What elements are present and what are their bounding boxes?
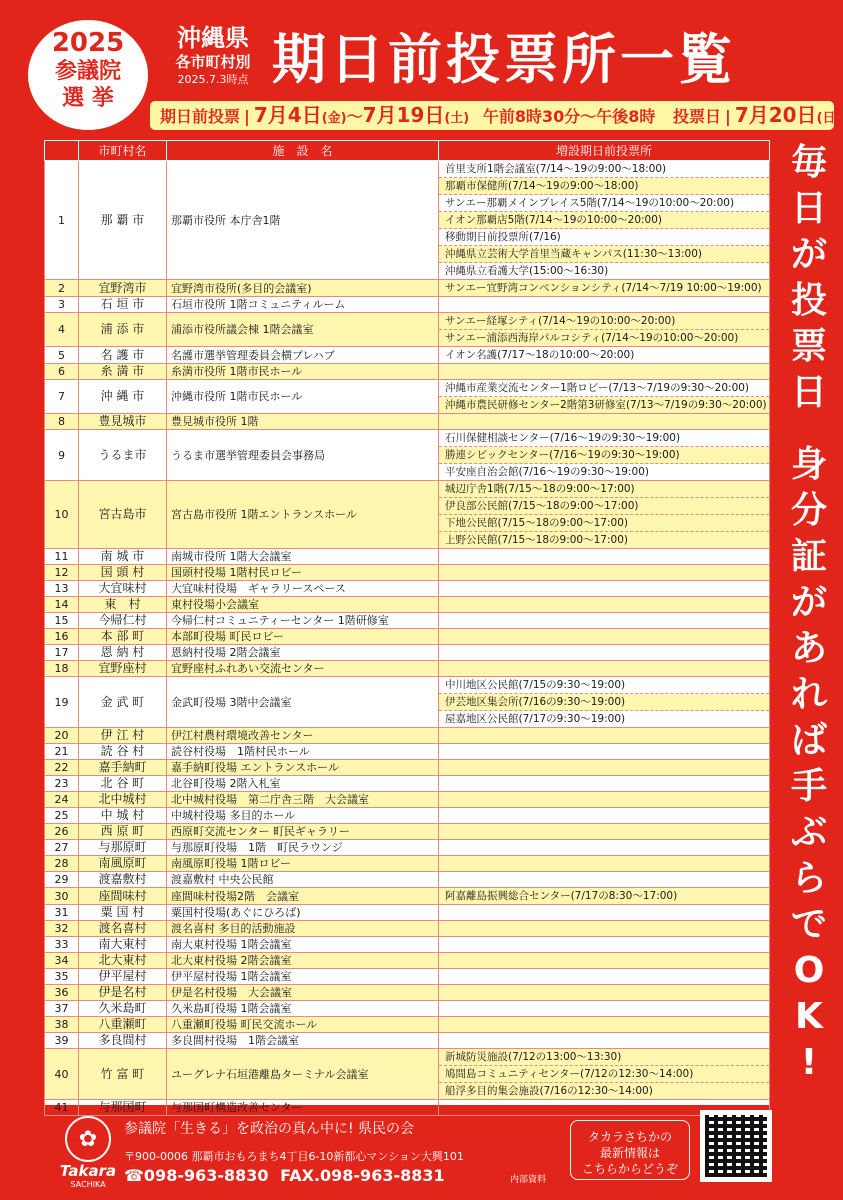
row-number: 20: [45, 728, 79, 744]
row-facility: 伊江村農村環境改善センター: [167, 728, 439, 744]
row-facility: 北大東村役場 2階会議室: [167, 953, 439, 969]
table-row: [45, 364, 770, 380]
range-end: 7月19日: [362, 103, 445, 127]
row-extra-sites: [439, 280, 770, 297]
row-city: 国 頭 村: [79, 565, 167, 581]
row-extra-sites: [439, 921, 770, 937]
row-number: 2: [45, 280, 79, 297]
row-facility: 与那国町構造改善センター: [167, 1100, 439, 1116]
table-row: [45, 645, 770, 661]
extra-site: 那覇市保健所(7/14〜19の9:00〜18:00): [439, 178, 769, 195]
row-city: 今帰仁村: [79, 613, 167, 629]
row-number: 31: [45, 905, 79, 921]
prefecture-block: [158, 24, 268, 88]
slogan-char: 日: [790, 188, 827, 229]
table-row: [45, 661, 770, 677]
row-facility: 大宜味村役場 ギャラリースペース: [167, 581, 439, 597]
row-extra-sites: [439, 161, 770, 280]
badge-line2: 選 挙: [62, 86, 114, 111]
row-city: 粟 国 村: [79, 905, 167, 921]
row-extra-sites: [439, 953, 770, 969]
row-extra-sites: [439, 840, 770, 856]
table-row: [45, 985, 770, 1001]
qr-code[interactable]: [700, 1110, 772, 1182]
slogan-char: K: [795, 996, 823, 1037]
extra-site: 伊芸地区集会所(7/16の9:30〜19:00): [439, 694, 769, 711]
row-number: 13: [45, 581, 79, 597]
row-city: 名 護 市: [79, 347, 167, 364]
row-number: 1: [45, 161, 79, 280]
row-number: 17: [45, 645, 79, 661]
table-row: [45, 744, 770, 760]
row-city: 宜野湾市: [79, 280, 167, 297]
table-row: [45, 824, 770, 840]
row-facility: 石垣市役所 1階コミュニティルーム: [167, 297, 439, 313]
table-row: [45, 888, 770, 905]
contact-numbers: [124, 1166, 445, 1185]
row-facility: うるま市選挙管理委員会事務局: [167, 430, 439, 481]
extra-site: 勝連シビックセンター(7/16〜19の9:30〜19:00): [439, 447, 769, 464]
row-city: 沖 縄 市: [79, 380, 167, 414]
row-number: 18: [45, 661, 79, 677]
polling-table-wrap: [44, 140, 770, 1114]
row-number: 39: [45, 1033, 79, 1049]
row-extra-sites: [439, 481, 770, 549]
row-extra-sites: [439, 728, 770, 744]
extra-site: 阿嘉離島振興総合センター(7/17の8:30〜17:00): [445, 890, 678, 902]
row-number: 7: [45, 380, 79, 414]
table-row: [45, 565, 770, 581]
slogan-char: !: [800, 1042, 818, 1083]
range-start: 7月4日: [253, 103, 322, 127]
as-of-date: 2025.7.3時点: [177, 73, 249, 86]
table-row: [45, 969, 770, 985]
row-city: 石 垣 市: [79, 297, 167, 313]
row-city: 竹 富 町: [79, 1049, 167, 1100]
row-facility: 宮古島市役所 1階エントランスホール: [167, 481, 439, 549]
row-number: 34: [45, 953, 79, 969]
row-number: 28: [45, 856, 79, 872]
row-extra-sites: [439, 1033, 770, 1049]
row-number: 19: [45, 677, 79, 728]
row-number: 16: [45, 629, 79, 645]
extra-site: 沖縄市産業交流センター1階ロビー(7/13〜7/19の9:30〜20:00): [439, 380, 769, 397]
row-city: 南大東村: [79, 937, 167, 953]
row-extra-sites: [439, 364, 770, 380]
logo: [58, 1116, 118, 1196]
slogan-char: あ: [790, 628, 827, 669]
election-badge: [28, 20, 148, 130]
row-extra-sites: [439, 760, 770, 776]
row-number: 23: [45, 776, 79, 792]
row-extra-sites: [439, 629, 770, 645]
extra-site: 石川保健相談センター(7/16〜19の9:30〜19:00): [439, 430, 769, 447]
polling-table: [44, 140, 770, 1116]
table-row: [45, 840, 770, 856]
row-number: 8: [45, 414, 79, 430]
info-line3: こちらからどうぞ: [581, 1162, 678, 1176]
table-row: [45, 380, 770, 414]
row-city: 伊平屋村: [79, 969, 167, 985]
badge-year: 2025: [51, 28, 125, 58]
row-facility: 北谷町役場 2階入札室: [167, 776, 439, 792]
slogan-char: が: [790, 234, 827, 275]
table-row: [45, 1001, 770, 1017]
table-row: [45, 347, 770, 364]
row-city: 西 原 町: [79, 824, 167, 840]
row-extra-sites: [439, 549, 770, 565]
table-row: [45, 872, 770, 888]
row-city: 多良間村: [79, 1033, 167, 1049]
extra-site: イオン那覇店5階(7/14〜19の10:00〜20:00): [439, 212, 769, 229]
row-facility: 久米島町役場 1階会議室: [167, 1001, 439, 1017]
table-row: [45, 937, 770, 953]
row-number: 29: [45, 872, 79, 888]
row-facility: 伊是名村役場 大会議室: [167, 985, 439, 1001]
row-facility: 南風原町役場 1階ロビー: [167, 856, 439, 872]
row-city: 与那国町: [79, 1100, 167, 1116]
table-row: [45, 776, 770, 792]
range-end-dow: (土): [444, 111, 470, 126]
table-row: [45, 760, 770, 776]
table-row: [45, 313, 770, 347]
footer: [0, 1108, 770, 1200]
table-row: [45, 481, 770, 549]
row-number: 15: [45, 613, 79, 629]
row-facility: 渡嘉敷村 中央公民館: [167, 872, 439, 888]
row-extra-sites: [439, 414, 770, 430]
slogan-char: 毎: [790, 142, 827, 183]
row-facility: 南大東村役場 1階会議室: [167, 937, 439, 953]
table-row: [45, 581, 770, 597]
row-city: 大宜味村: [79, 581, 167, 597]
row-extra-sites: [439, 430, 770, 481]
table-body: [45, 161, 770, 1116]
extra-site: サンエー那覇メインプレイス5階(7/14〜19の10:00〜20:00): [439, 195, 769, 212]
slogan-char: 分: [790, 490, 827, 531]
row-extra-sites: [439, 776, 770, 792]
extra-site: 沖縄県立芸術大学首里当蔵キャンパス(11:30〜13:00): [439, 246, 769, 263]
row-facility: 今帰仁村コミュニティーセンター 1階研修室: [167, 613, 439, 629]
row-number: 37: [45, 1001, 79, 1017]
vertical-slogan: [778, 140, 840, 1185]
page-title: 期日前投票所一覧: [272, 28, 736, 91]
extra-site: 首里支所1階会議室(7/14〜19の9:00〜18:00): [439, 161, 769, 178]
slogan-char: が: [790, 582, 827, 623]
header-no: [45, 141, 79, 161]
slogan-char: 証: [790, 536, 827, 577]
extra-site: 下地公民館(7/15〜18の9:00〜17:00): [439, 515, 769, 532]
extra-site: 屋嘉地区公民館(7/17の9:30〜19:00): [445, 713, 626, 725]
extra-site: 船浮多目的集会施設(7/16の12:30〜14:00): [445, 1085, 653, 1097]
row-facility: 本部町役場 町民ロビー: [167, 629, 439, 645]
table-row: [45, 1017, 770, 1033]
row-facility: 宜野座村ふれあい交流センター: [167, 661, 439, 677]
row-city: 北大東村: [79, 953, 167, 969]
row-city: 本 部 町: [79, 629, 167, 645]
row-city: 嘉手納町: [79, 760, 167, 776]
row-extra-sites: [439, 661, 770, 677]
row-city: 座間味村: [79, 888, 167, 905]
extra-site: 中川地区公民館(7/15の9:30〜19:00): [439, 677, 769, 694]
table-row: [45, 1033, 770, 1049]
table-row: [45, 856, 770, 872]
row-city: 浦 添 市: [79, 313, 167, 347]
row-number: 38: [45, 1017, 79, 1033]
prefecture-sub: 各市町村別: [175, 53, 251, 71]
row-facility: 南城市役所 1階大会議室: [167, 549, 439, 565]
schedule-label: 期日前投票: [160, 107, 241, 126]
slogan-part2-chars: [778, 442, 840, 1086]
row-extra-sites: [439, 905, 770, 921]
prefecture-name: 沖縄県: [177, 24, 249, 52]
row-number: 36: [45, 985, 79, 1001]
table-row: [45, 597, 770, 613]
row-number: 10: [45, 481, 79, 549]
table-row: [45, 921, 770, 937]
row-city: 八重瀬町: [79, 1017, 167, 1033]
row-city: 伊 江 村: [79, 728, 167, 744]
header-city: 市町村名: [79, 141, 167, 161]
row-number: 12: [45, 565, 79, 581]
table-row: [45, 905, 770, 921]
row-number: 3: [45, 297, 79, 313]
row-extra-sites: [439, 347, 770, 364]
row-facility: 北中城村役場 第二庁舎三階 大会議室: [167, 792, 439, 808]
table-row: [45, 297, 770, 313]
range-start-dow: (金): [321, 111, 347, 126]
table-row: [45, 414, 770, 430]
voting-label: 投票日: [672, 107, 721, 126]
row-number: 9: [45, 430, 79, 481]
row-city: 宜野座村: [79, 661, 167, 677]
extra-site: 沖縄市農民研修センター2階第3研修室(7/13〜7/19の9:30〜20:00): [439, 397, 769, 413]
slogan-char: 身: [790, 444, 827, 485]
row-number: 11: [45, 549, 79, 565]
row-number: 21: [45, 744, 79, 760]
row-facility: 八重瀬町役場 町民交流ホール: [167, 1017, 439, 1033]
row-facility: 座間味村役場2階 会議室: [167, 888, 439, 905]
extra-site: 新城防災施設(7/12の13:00〜13:30): [439, 1049, 769, 1066]
row-extra-sites: [439, 613, 770, 629]
table-row: [45, 613, 770, 629]
slogan-char: ぶ: [790, 812, 827, 853]
table-row: [45, 430, 770, 481]
row-facility: 読谷村役場 1階村民ホール: [167, 744, 439, 760]
row-extra-sites: [439, 677, 770, 728]
address: 〒900-0006 那覇市おもろまち4丁目6-10新都心マンション大興101: [124, 1150, 464, 1163]
slogan-char: ば: [790, 720, 827, 761]
voting-dow: (日): [816, 111, 842, 126]
row-facility: 宜野湾市役所(多目的会議室): [167, 280, 439, 297]
row-extra-sites: [439, 888, 770, 905]
row-number: 35: [45, 969, 79, 985]
badge-line1: 参議院: [54, 59, 121, 84]
table-row: [45, 161, 770, 280]
row-city: 豊見城市: [79, 414, 167, 430]
row-facility: 多良間村役場 1階会議室: [167, 1033, 439, 1049]
row-city: 南 城 市: [79, 549, 167, 565]
row-extra-sites: [439, 297, 770, 313]
schedule-bar: 期日前投票 | 7月4日(金)〜7月19日(土) 午前8時30分〜午後8時 投票日 | 7月20日(日): [150, 101, 834, 130]
row-number: 26: [45, 824, 79, 840]
row-extra-sites: [439, 792, 770, 808]
row-facility: 渡名喜村 多目的活動施設: [167, 921, 439, 937]
row-facility: 粟国村役場(あぐにひろば): [167, 905, 439, 921]
row-extra-sites: [439, 856, 770, 872]
row-number: 22: [45, 760, 79, 776]
row-number: 25: [45, 808, 79, 824]
row-number: 32: [45, 921, 79, 937]
extra-site: イオン名護(7/17〜18の10:00〜20:00): [445, 349, 635, 361]
row-facility: 恩納村役場 2階会議室: [167, 645, 439, 661]
row-extra-sites: [439, 597, 770, 613]
row-extra-sites: [439, 313, 770, 347]
info-line1: タカラさちかの: [587, 1130, 672, 1144]
row-city: 宮古島市: [79, 481, 167, 549]
row-facility: 伊平屋村役場 1階会議室: [167, 969, 439, 985]
organization-name: 参議院「生きる」を政治の真ん中に! 県民の会: [124, 1121, 415, 1137]
row-city: 渡嘉敷村: [79, 872, 167, 888]
row-city: うるま市: [79, 430, 167, 481]
row-extra-sites: [439, 581, 770, 597]
row-city: 与那原町: [79, 840, 167, 856]
row-city: 糸 満 市: [79, 364, 167, 380]
row-city: 那 覇 市: [79, 161, 167, 280]
row-city: 渡名喜村: [79, 921, 167, 937]
slogan-part1-chars: [778, 140, 840, 416]
row-extra-sites: [439, 744, 770, 760]
row-facility: 嘉手納町役場 エントランスホール: [167, 760, 439, 776]
extra-site: 鳩間島コミュニティセンター(7/12の12:30〜14:00): [439, 1066, 769, 1083]
extra-site: 上野公民館(7/15〜18の9:00〜17:00): [439, 532, 769, 548]
table-row: [45, 953, 770, 969]
row-number: 40: [45, 1049, 79, 1100]
row-facility: 名護市選挙管理委員会横プレハブ: [167, 347, 439, 364]
row-number: 30: [45, 888, 79, 905]
slogan-char: 日: [790, 372, 827, 413]
info-line2: 最新情報は: [599, 1146, 660, 1160]
header-facility: 施 設 名: [167, 141, 439, 161]
row-facility: 沖縄市役所 1階市民ホール: [167, 380, 439, 414]
row-extra-sites: [439, 380, 770, 414]
row-facility: 東村役場小会議室: [167, 597, 439, 613]
logo-sub: SACHIKA: [70, 1180, 106, 1189]
row-extra-sites: [439, 1049, 770, 1100]
row-city: 金 武 町: [79, 677, 167, 728]
slogan-char: れ: [790, 674, 827, 715]
row-facility: 西原町交流センター 町民ギャラリー: [167, 824, 439, 840]
extra-site: 沖縄県立看護大学(15:00〜16:30): [445, 265, 609, 277]
row-number: 5: [45, 347, 79, 364]
flower-icon: ✿: [65, 1116, 111, 1162]
row-facility: 浦添市役所議会棟 1階会議室: [167, 313, 439, 347]
row-city: 久米島町: [79, 1001, 167, 1017]
row-extra-sites: [439, 824, 770, 840]
row-facility: 那覇市役所 本庁舎1階: [167, 161, 439, 280]
slogan-char: 手: [790, 766, 827, 807]
fax-number: FAX.098-963-8831: [280, 1166, 445, 1185]
row-city: 北中城村: [79, 792, 167, 808]
row-facility: 与那原町役場 1階 町民ラウンジ: [167, 840, 439, 856]
row-city: 読 谷 村: [79, 744, 167, 760]
row-city: 北 谷 町: [79, 776, 167, 792]
row-number: 33: [45, 937, 79, 953]
row-extra-sites: [439, 937, 770, 953]
extra-site: 平安座自治会館(7/16〜19の9:30〜19:00): [445, 466, 649, 478]
row-facility: 金武町役場 3階中会議室: [167, 677, 439, 728]
row-extra-sites: [439, 808, 770, 824]
row-city: 恩 納 村: [79, 645, 167, 661]
row-extra-sites: [439, 872, 770, 888]
logo-name: Takara: [59, 1162, 117, 1180]
row-extra-sites: [439, 645, 770, 661]
info-box: [570, 1120, 690, 1180]
row-extra-sites: [439, 1001, 770, 1017]
slogan-char: 投: [790, 280, 827, 321]
row-extra-sites: [439, 985, 770, 1001]
row-facility: 国頭村役場 1階村民ロビー: [167, 565, 439, 581]
slogan-char: 票: [790, 326, 827, 367]
header-extra: 増設期日前投票所: [439, 141, 770, 161]
tel-number: ☎098-963-8830: [124, 1166, 269, 1185]
row-facility: ユーグレナ石垣港離島ターミナル会議室: [167, 1049, 439, 1100]
row-number: 6: [45, 364, 79, 380]
table-row: [45, 728, 770, 744]
row-number: 27: [45, 840, 79, 856]
slogan-char: で: [790, 904, 827, 945]
row-extra-sites: [439, 1017, 770, 1033]
row-number: 24: [45, 792, 79, 808]
extra-site: サンエー経塚シティ(7/14〜19の10:00〜20:00): [439, 313, 769, 330]
row-number: 4: [45, 313, 79, 347]
row-city: 中 城 村: [79, 808, 167, 824]
hours: 午前8時30分〜午後8時: [482, 107, 656, 126]
extra-site: 伊良部公民館(7/15〜18の9:00〜17:00): [439, 498, 769, 515]
extra-site: サンエー浦添西海岸パルコシティ(7/14〜19の10:00〜20:00): [439, 330, 769, 346]
row-extra-sites: [439, 969, 770, 985]
internal-note: 内部資料: [510, 1175, 547, 1185]
extra-site: 城辺庁舎1階(7/15〜18の9:00〜17:00): [439, 481, 769, 498]
row-city: 伊是名村: [79, 985, 167, 1001]
table-row: [45, 677, 770, 728]
table-row: [45, 280, 770, 297]
table-row: [45, 808, 770, 824]
extra-site: 移動期日前投票所(7/16): [439, 229, 769, 246]
extra-site: サンエー宜野湾コンベンションシティ(7/14〜7/19 10:00〜19:00): [445, 282, 762, 294]
table-row: [45, 549, 770, 565]
row-city: 南風原町: [79, 856, 167, 872]
row-city: 東 村: [79, 597, 167, 613]
table-row: [45, 629, 770, 645]
row-facility: 糸満市役所 1階市民ホール: [167, 364, 439, 380]
voting-day: 7月20日: [734, 103, 817, 127]
table-row: [45, 792, 770, 808]
row-extra-sites: [439, 565, 770, 581]
row-number: 41: [45, 1100, 79, 1116]
range-tilde: 〜: [346, 107, 363, 126]
row-facility: 中城村役場 多目的ホール: [167, 808, 439, 824]
table-row: [45, 1049, 770, 1100]
slogan-char: O: [793, 950, 825, 991]
row-number: 14: [45, 597, 79, 613]
slogan-char: ら: [790, 858, 827, 899]
row-facility: 豊見城市役所 1階: [167, 414, 439, 430]
